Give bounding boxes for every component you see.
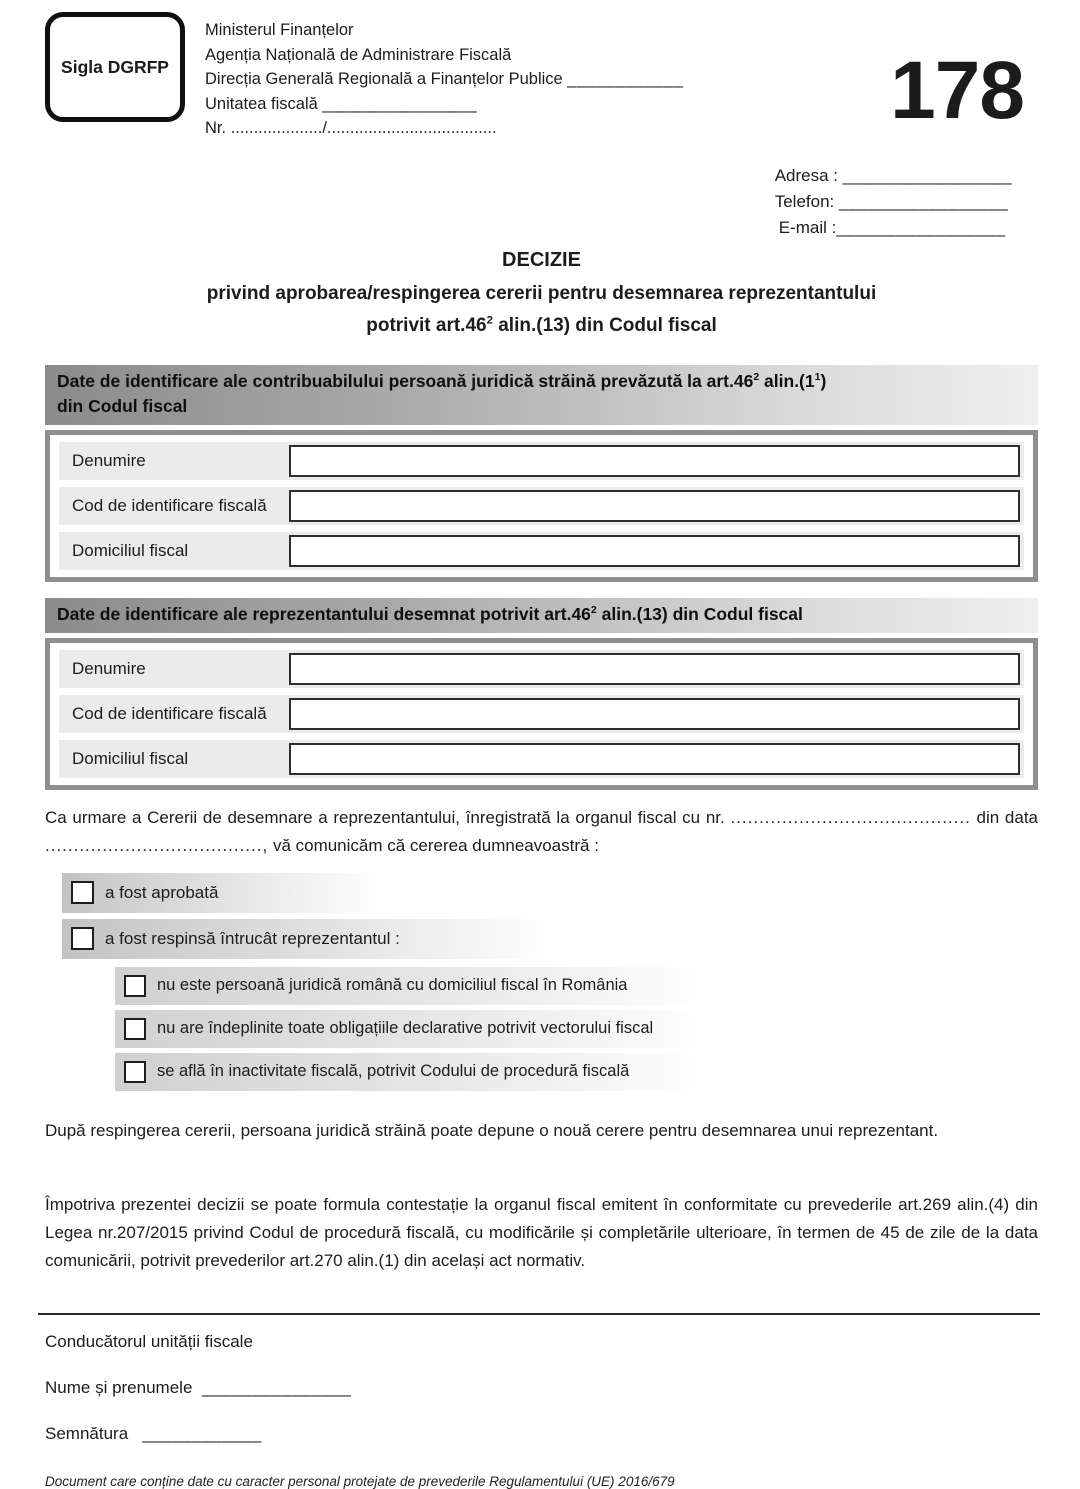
rejection-reason-row xyxy=(115,1010,709,1048)
table-row xyxy=(59,442,1024,480)
phone-line: Telefon: _________________ xyxy=(774,191,1009,211)
section2-header: Date de identificare ale reprezentantului desemnat potrivit $art.46^2$ alin.(13) din Codul fiscal xyxy=(45,598,1038,633)
reason-2-label: nu are îndeplinite toate obligațiile declarative potrivit vectorului fiscal xyxy=(157,1019,654,1037)
decision-subtitle-legal-ref: potrivit $art.46^2$ alin.(13) din Codul fiscal xyxy=(366,314,717,336)
s1-denumire-input[interactable] xyxy=(289,445,1020,477)
denumire-label: Denumire xyxy=(72,658,146,678)
ministry-name: Ministerul Finanțelor xyxy=(205,21,354,39)
domiciliu-label: Domiciliul fiscal xyxy=(72,748,189,768)
cif-label: Cod de identificare fiscală xyxy=(72,495,267,515)
signature-line: Semnătura ____________ xyxy=(45,1423,262,1443)
rejection-reason-row xyxy=(115,1053,709,1091)
decision-subtitle: privind aprobarea/respingerea cererii pentru desemnarea reprezentantului xyxy=(206,282,877,304)
new-request-note: După respingerea cererii, persoana juridică străină poate depune o nouă cerere pentru desemnarea unui reprezentant. xyxy=(45,1120,939,1140)
s1-domiciliu-input[interactable] xyxy=(289,535,1020,567)
cif-label: Cod de identificare fiscală xyxy=(72,703,267,723)
table-row xyxy=(59,487,1024,525)
decision-title: DECIZIE xyxy=(502,248,581,271)
dgrfp-logo-placeholder xyxy=(45,12,185,122)
registration-number-line[interactable]: Nr. ..................../..................................... xyxy=(205,119,497,137)
issuing-authority-block xyxy=(205,10,683,141)
email-blank-field[interactable]: _________________ xyxy=(836,217,1006,237)
phone-blank-field[interactable]: _________________ xyxy=(839,191,1009,211)
fiscal-unit-blank-field[interactable]: ________________ xyxy=(322,94,478,113)
request-date-dotted-field[interactable]: ......................................, xyxy=(45,835,269,855)
rejection-reasons xyxy=(115,967,1038,1091)
table-row xyxy=(59,740,1024,778)
email-line: E-mail :_________________ xyxy=(778,217,1006,237)
reason-1-checkbox[interactable] xyxy=(124,975,146,997)
s2-denumire-input[interactable] xyxy=(289,653,1020,685)
directorate-line: Direcția Generală Regională a Finanțelor Publice ____________ xyxy=(205,70,684,88)
section1-header: Date de identificare ale contribuabilului persoană juridică străină prevăzută la $art.46^2$ $alin.(1^1)$ din Codul fiscal xyxy=(45,365,1038,425)
s1-cif-input[interactable] xyxy=(289,490,1020,522)
rejection-reason-row xyxy=(115,967,709,1005)
name-blank-field[interactable]: _______________ xyxy=(201,1377,352,1397)
representative-id-table xyxy=(45,638,1038,790)
form-header xyxy=(45,10,1038,141)
signature-blank-field[interactable]: ____________ xyxy=(142,1423,262,1443)
appeal-paragraph: Împotriva prezentei decizii se poate formula contestație la organul fiscal emitent în conformitate cu prevederile art.269 alin.(4) din Legea nr.207/2015 privind Codul de procedură fiscală, cu modificările și completările ulterioare, în termen de 45 de zile de la data comunicării, potrivit prevederilor art.270 alin.(1) din același act normativ. xyxy=(45,1194,1038,1270)
rejected-checkbox[interactable] xyxy=(71,927,94,950)
reason-1-label: nu este persoană juridică română cu domiciliul fiscal în România xyxy=(157,976,628,994)
fiscal-unit-line: Unitatea fiscală ________________ xyxy=(205,94,478,113)
request-outcome-paragraph: Ca urmare a Cererii de desemnare a reprezentantului, înregistrată la organul fiscal cu nr. .......................................... din data ......................................, vă comunicăm că cererea dumneavoastră : xyxy=(45,807,1038,855)
agency-name: Agenția Națională de Administrare Fiscală xyxy=(205,45,512,64)
rejected-option-row xyxy=(62,919,552,959)
request-number-dotted-field[interactable]: .......................................... xyxy=(730,807,971,827)
form-number-badge: 178 xyxy=(890,45,1024,136)
rejected-label: a fost respinsă întrucât reprezentantul : xyxy=(105,928,400,948)
taxpayer-id-table xyxy=(45,430,1038,582)
address-line: Adresa : _________________ xyxy=(774,165,1012,185)
logo-label: Sigla DGRFP xyxy=(61,56,169,77)
table-row xyxy=(59,695,1024,733)
decision-options xyxy=(45,873,1038,1091)
gdpr-footer: Document care conține date cu caracter personal protejate de prevederile Regulamentului (UE) 2016/679 xyxy=(45,1473,675,1489)
table-row xyxy=(59,532,1024,570)
denumire-label: Denumire xyxy=(72,450,146,470)
reason-2-checkbox[interactable] xyxy=(124,1018,146,1040)
approved-label: a fost aprobată xyxy=(105,882,219,902)
name-line: Nume și prenumele _______________ xyxy=(45,1377,352,1397)
address-blank-field[interactable]: _________________ xyxy=(842,165,1012,185)
contact-block xyxy=(775,163,1012,241)
approved-option-row xyxy=(62,873,384,913)
separator-rule xyxy=(38,1313,1040,1315)
unit-head-label: Conducătorul unității fiscale xyxy=(45,1331,253,1351)
directorate-blank-field[interactable]: ____________ xyxy=(567,70,684,88)
domiciliu-label: Domiciliul fiscal xyxy=(72,540,189,560)
s2-domiciliu-input[interactable] xyxy=(289,743,1020,775)
title-block xyxy=(45,249,1038,337)
reason-3-label: se află în inactivitate fiscală, potrivit Codului de procedură fiscală xyxy=(157,1062,630,1080)
approved-checkbox[interactable] xyxy=(71,881,94,904)
reason-3-checkbox[interactable] xyxy=(124,1061,146,1083)
table-row xyxy=(59,650,1024,688)
s2-cif-input[interactable] xyxy=(289,698,1020,730)
